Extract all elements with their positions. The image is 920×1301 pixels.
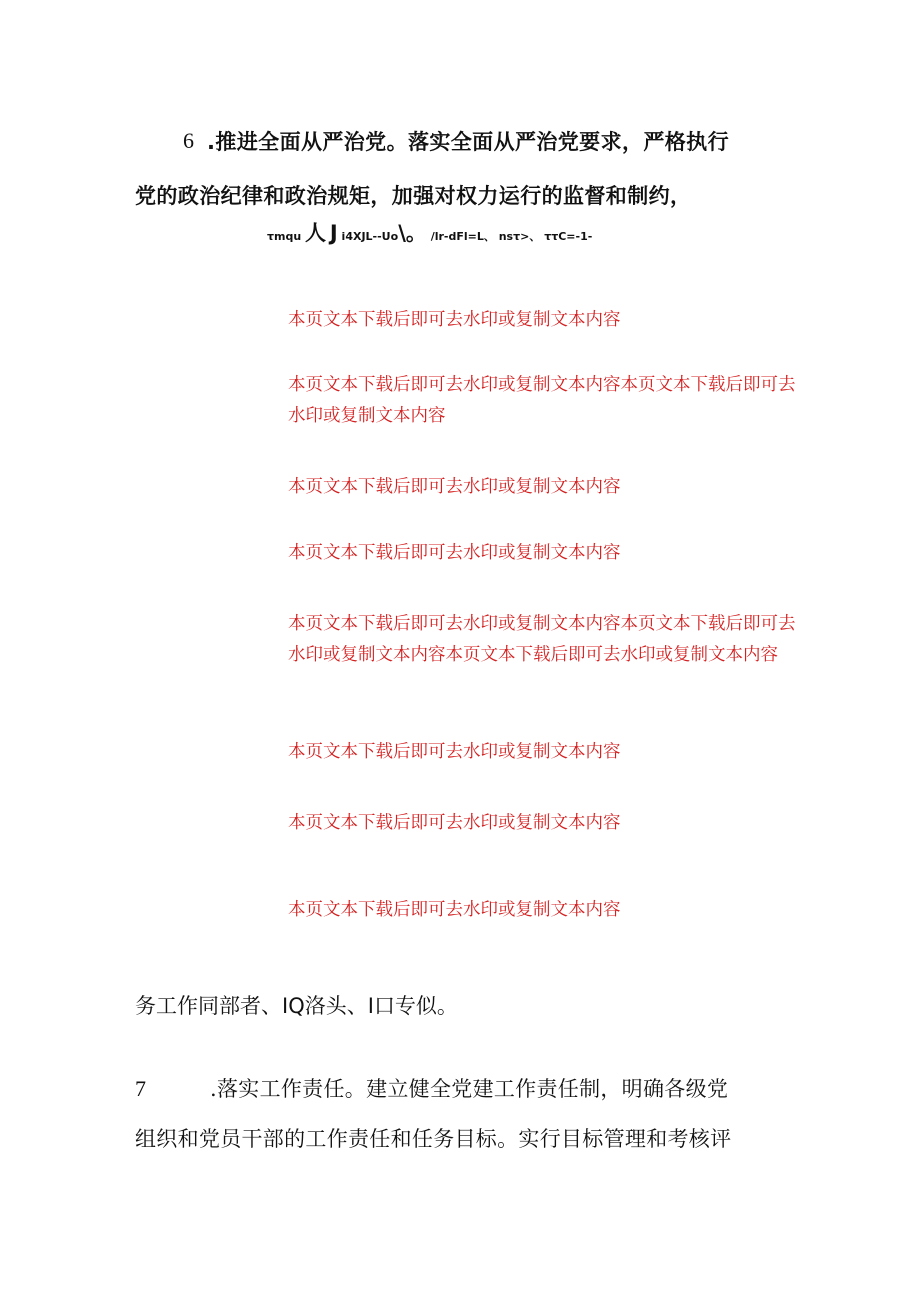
section-6-line-1: .推进全面从严治党。落实全面从严治党要求，严格执行 — [207, 130, 729, 154]
fragment-text: I — [367, 994, 374, 1018]
section-6-number: 6 — [183, 128, 194, 153]
garbled-fragment: τmqu — [267, 230, 302, 243]
garbled-fragment: \。 — [398, 221, 427, 245]
watermark-text-5: 本页文本下载后即可去水印或复制文本内容本页文本下载后即可去水印或复制文本内容本页文本下载后即可去水印或复制文本内容 — [288, 614, 796, 665]
garbled-fragment: ττC=-1- — [544, 230, 593, 243]
watermark-text-4: 本页文本下载后即可去水印或复制文本内容 — [288, 543, 621, 563]
watermark-text-1: 本页文本下载后即可去水印或复制文本内容 — [288, 310, 621, 330]
watermark-text-7: 本页文本下载后即可去水印或复制文本内容 — [288, 813, 621, 833]
garbled-fragment: i4XJL--Uo — [341, 230, 399, 243]
garbled-fragment: J — [329, 221, 338, 245]
fragment-text: 务工作同部者、 — [135, 994, 282, 1018]
section-7-number: 7 — [135, 1076, 146, 1101]
garbled-fragment: 人 — [305, 221, 327, 245]
fragment-line — [135, 991, 458, 1021]
garbled-fragment: nsτ>、 — [498, 230, 541, 243]
section-7-line-1: .落实工作责任。建立健全党建工作责任制，明确各级党 — [210, 1077, 729, 1101]
watermark-text-3: 本页文本下载后即可去水印或复制文本内容 — [288, 477, 621, 497]
garbled-fragment: /lr-dFl=L、 — [430, 230, 495, 243]
watermark-text-2: 本页文本下载后即可去水印或复制文本内容本页文本下载后即可去水印或复制文本内容 — [288, 375, 796, 426]
watermark-text-6: 本页文本下载后即可去水印或复制文本内容 — [288, 742, 621, 762]
fragment-text: 洛头、 — [304, 994, 368, 1018]
fragment-text: 口专似。 — [373, 994, 458, 1018]
section-6-line-2: 党的政治纪律和政治规矩，加强对权力运行的监督和制约， — [135, 184, 692, 208]
section-7-line-2: 组织和党员干部的工作责任和任务目标。实行目标管理和考核评 — [135, 1127, 732, 1151]
garbled-ocr-line — [267, 220, 592, 250]
watermark-text-8: 本页文本下载后即可去水印或复制文本内容 — [288, 900, 621, 920]
fragment-text: IQ — [282, 994, 305, 1018]
